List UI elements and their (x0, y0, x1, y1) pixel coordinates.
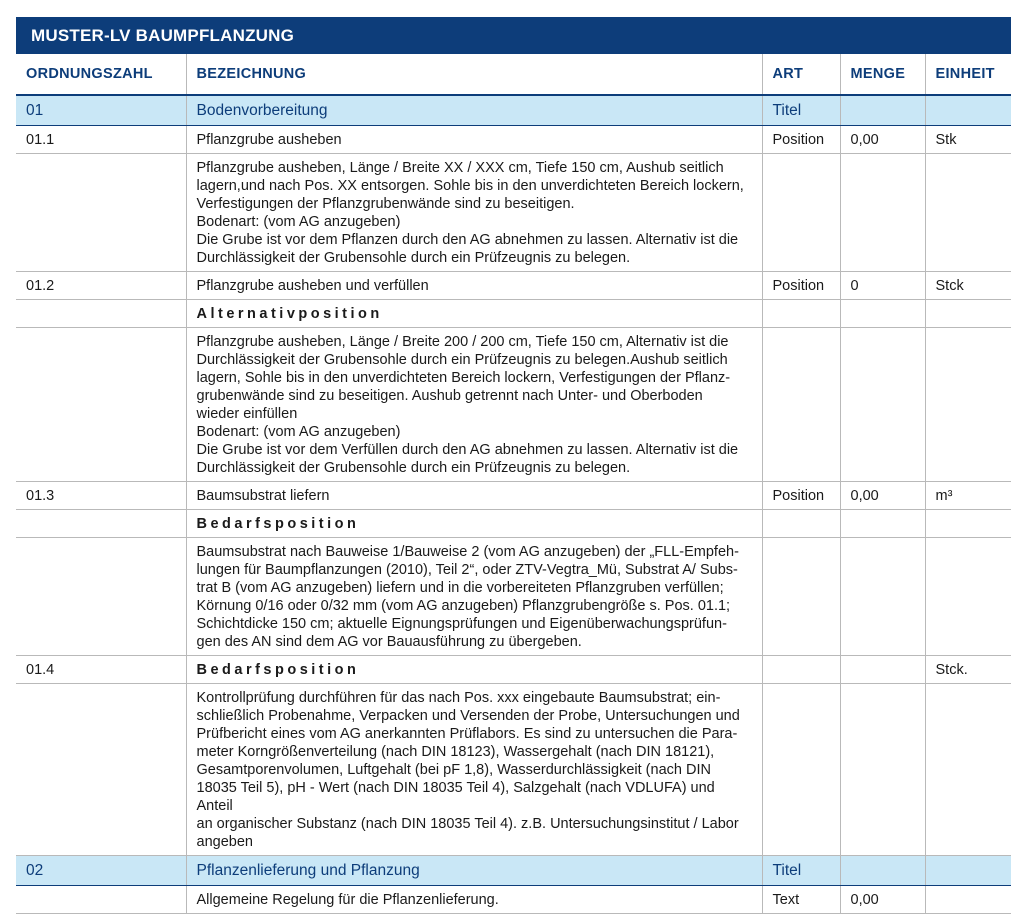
menge-cell: 0,00 (840, 886, 925, 914)
oz-cell: 01.2 (16, 272, 186, 300)
art-cell: Position (762, 272, 840, 300)
menge-cell: 0,00 (840, 126, 925, 154)
bezeichnung-cell: Allgemeine Regelung für die Pflanzenlieferung. (186, 886, 762, 914)
art-cell: Titel (762, 856, 840, 886)
oz-cell: 01.3 (16, 482, 186, 510)
description-row-01-1 (16, 154, 1011, 272)
menge-cell: 0,00 (840, 482, 925, 510)
alternativposition-label: Alternativposition (186, 300, 762, 328)
art-cell: Position (762, 482, 840, 510)
position-row-01-4 (16, 656, 1011, 684)
einheit-cell: Stk (925, 126, 1011, 154)
header-row (16, 54, 1011, 95)
lv-table (16, 54, 1011, 914)
description-row-01-4 (16, 684, 1011, 856)
bezeichnung-cell: Pflanzgrube ausheben (186, 126, 762, 154)
einheit-cell (925, 886, 1011, 914)
bezeichnung-cell: Baumsubstrat liefern (186, 482, 762, 510)
art-cell: Position (762, 126, 840, 154)
header-ordnungszahl: ORDNUNGSZAHL (16, 54, 186, 95)
document-title: MUSTER-LV BAUMPFLANZUNG (16, 17, 1011, 54)
description-text: Pflanzgrube ausheben, Länge / Breite 200 / 200 cm, Tiefe 150 cm, Alternativ ist die Durchlässigkeit der Grubensohle durch ein Prüfzeugnis zu belegen.Aushub seitlich lagern, Sohle bis in den unverdichteten Bereich lockern, Verfestigungen der Pflanz- grubenwände sind zu beseitigen. Aushub getrennt nach Unter- und Oberboden wieder einfüllen Bodenart: (vom AG anzugeben) Die Grube ist vor dem Verfüllen durch den AG abnehmen zu lassen. Alternativ ist die Durchlässigkeit der Grubensohle durch ein Prüfzeugnis zu belegen. (186, 328, 762, 482)
description-text: Pflanzgrube ausheben, Länge / Breite XX / XXX cm, Tiefe 150 cm, Aushub seitlich lagern,und nach Pos. XX entsorgen. Sohle bis in den unverdichteten Bereich lockern, Verfestigungen der Pflanzgrubenwände sind zu beseitigen. Bodenart: (vom AG anzugeben) Die Grube ist vor dem Pflanzen durch den AG abnehmen zu lassen. Alternativ ist die Durchlässigkeit der Grubensohle durch ein Prüfzeugnis zu belegen. (186, 154, 762, 272)
einheit-cell (925, 856, 1011, 886)
description-text: Kontrollprüfung durchführen für das nach Pos. xxx eingebaute Baumsubstrat; ein- schließlich Probenahme, Verpacken und Versenden der Probe, Untersuchungen und Prüfbericht eines vom AG anerkannten Prüflabors. Es sind zu untersuchen die Para- meter Korngrößenverteilung (nach DIN 18123), Wassergehalt (nach DIN 18121), Gesamtporenvolumen, Luftgehalt (bei pF 1,8), Wasserdurchlässigkeit (nach DIN 18035 Teil 5), pH - Wert (nach DIN 18035 Teil 4), Salzgehalt (nach VDLUFA) und Anteil an organischer Substanz (nach DIN 18035 Teil 4). z.B. Untersuchungsinstitut / Labor angeben (186, 684, 762, 856)
art-cell: Titel (762, 95, 840, 126)
oz-cell: 01.4 (16, 656, 186, 684)
description-row-01-3 (16, 538, 1011, 656)
position-row-01-3 (16, 482, 1011, 510)
menge-cell: 0 (840, 272, 925, 300)
position-row-01-2 (16, 272, 1011, 300)
bezeichnung-cell: Pflanzgrube ausheben und verfüllen (186, 272, 762, 300)
note-row-01-3 (16, 510, 1011, 538)
header-bezeichnung: BEZEICHNUNG (186, 54, 762, 95)
bedarfsposition-label: Bedarfsposition (186, 656, 762, 684)
einheit-cell (925, 95, 1011, 126)
art-cell (762, 656, 840, 684)
einheit-cell: Stck. (925, 656, 1011, 684)
bezeichnung-cell: Bodenvorbereitung (186, 95, 762, 126)
position-row-01-1 (16, 126, 1011, 154)
text-row-02 (16, 886, 1011, 914)
title-row-02 (16, 856, 1011, 886)
description-text: Baumsubstrat nach Bauweise 1/Bauweise 2 (vom AG anzugeben) der „FLL-Empfeh- lungen für Baumpflanzungen (2010), Teil 2“, oder ZTV-Vegtra_Mü, Substrat A/ Subs- trat B (vom AG anzugeben) liefern und in die vorbereiteten Pflanzgruben verfüllen; Körnung 0/16 oder 0/32 mm (vom AG anzugeben) Pflanzgrubengröße s. Pos. 01.1; Schichtdicke 150 cm; aktuelle Eignungsprüfungen und Eigenüberwachungsprüfun- gen des AN sind dem AG vor Bauausführung zu übergeben. (186, 538, 762, 656)
header-menge: MENGE (840, 54, 925, 95)
header-einheit: EINHEIT (925, 54, 1011, 95)
art-cell: Text (762, 886, 840, 914)
menge-cell (840, 856, 925, 886)
description-row-01-2 (16, 328, 1011, 482)
einheit-cell: Stck (925, 272, 1011, 300)
menge-cell (840, 95, 925, 126)
note-row-01-2 (16, 300, 1011, 328)
oz-cell: 01.1 (16, 126, 186, 154)
bedarfsposition-label: Bedarfsposition (186, 510, 762, 538)
header-art: ART (762, 54, 840, 95)
menge-cell (840, 656, 925, 684)
title-row-01 (16, 95, 1011, 126)
oz-cell: 01 (16, 95, 186, 126)
bezeichnung-cell: Pflanzenlieferung und Pflanzung (186, 856, 762, 886)
oz-cell: 02 (16, 856, 186, 886)
lv-document (16, 17, 1011, 914)
einheit-cell: m³ (925, 482, 1011, 510)
